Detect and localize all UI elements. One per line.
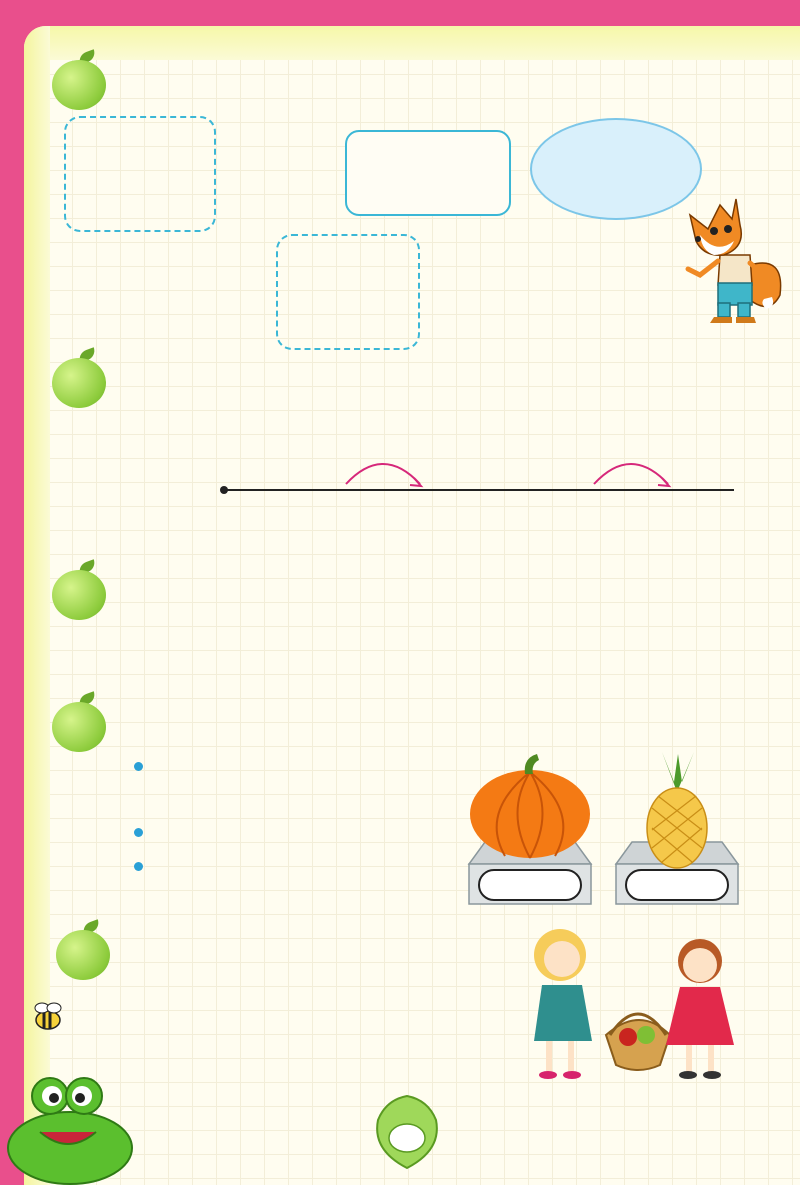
number-line-origin-dot (220, 486, 228, 494)
jump-arc-2 (594, 464, 668, 484)
apple-icon (52, 702, 106, 752)
bee-icon (30, 1000, 66, 1034)
pineapple-leaves-icon (662, 752, 694, 792)
apple-icon (52, 60, 106, 110)
pencil-group-box (64, 116, 216, 232)
equation-box (345, 130, 511, 216)
bullet-icon (134, 762, 143, 771)
number-line (210, 430, 750, 530)
top-band (24, 26, 800, 60)
girls-with-basket-illustration (520, 925, 750, 1085)
scale-label-2kg (625, 869, 729, 901)
apple-icon (52, 570, 106, 620)
pumpkin-icon (470, 770, 590, 858)
apple-icon (52, 358, 106, 408)
apple-red-icon (619, 1028, 637, 1046)
bullet-icon (134, 862, 143, 871)
task-number-apple-1 (52, 52, 110, 110)
page-number-leaf-icon (372, 1090, 442, 1170)
task-number-apple-5 (56, 922, 114, 980)
apple-icon (56, 930, 110, 980)
task-number-apple-4 (52, 694, 110, 752)
task-number-apple-2 (52, 350, 110, 408)
girl2-face (683, 948, 717, 982)
speech-bubble (530, 118, 702, 220)
jump-arc-1 (346, 464, 420, 484)
box-equation-line1 (371, 142, 384, 170)
task-number-apple-3 (52, 562, 110, 620)
apple-green-icon (637, 1026, 655, 1044)
frog-icon (0, 1068, 140, 1185)
girl1-dress (534, 985, 592, 1041)
girl1-face (544, 941, 580, 977)
pencil-group-box (276, 234, 420, 350)
fox-illustration (680, 195, 790, 325)
bullet-icon (134, 828, 143, 837)
girl2-dress (666, 987, 734, 1045)
scale-label-12kg (478, 869, 582, 901)
